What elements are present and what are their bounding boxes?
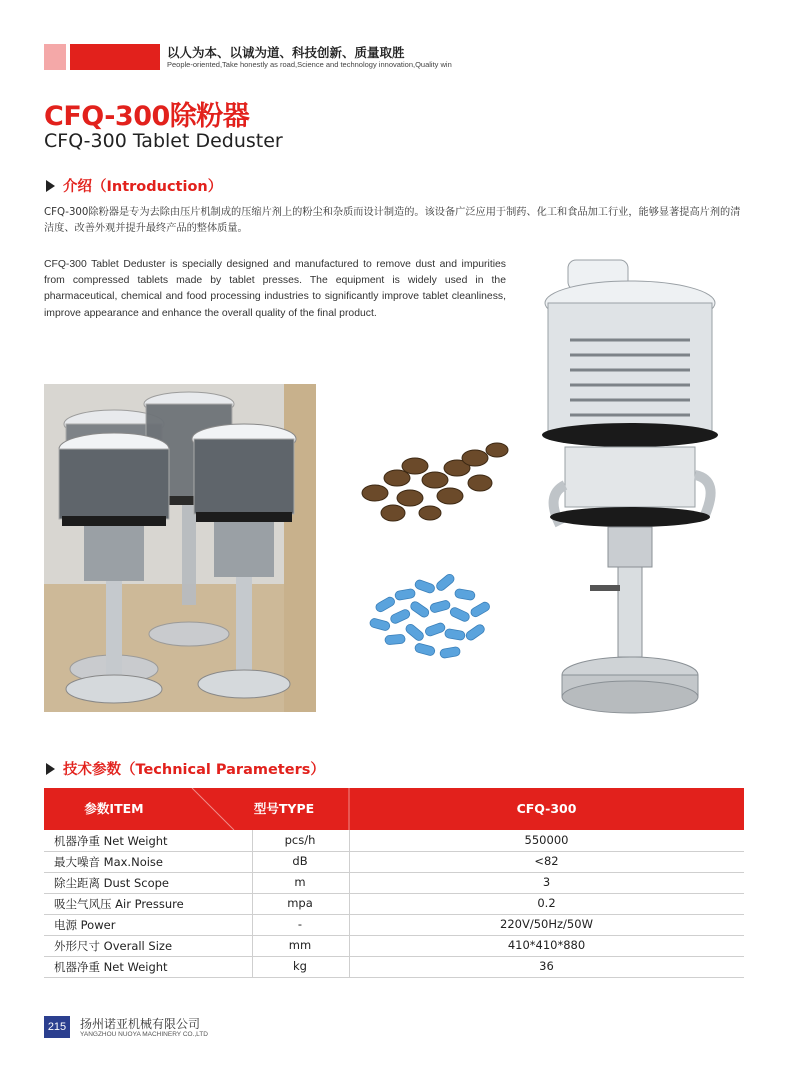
header-accent-light: [44, 44, 66, 70]
row-value: <82: [534, 854, 559, 868]
product-photo-group: [44, 384, 316, 712]
triangle-bullet-icon: [46, 180, 55, 192]
page-number-badge: 215: [44, 1016, 70, 1038]
row-value: 0.2: [537, 896, 556, 910]
table-row: [44, 914, 744, 936]
intro-text-cn: CFQ-300除粉器是专为去除由压片机制成的压缩片剂上的粉尘和杂质而设计制造的。该设备广泛应用于制药、化工和食品加工行业，能够显著提高片剂的清洁度、改善外观并提升最终产品的整体质量。: [44, 207, 741, 234]
row-value: 220V/50Hz/50W: [500, 917, 593, 931]
company-name-cn: 扬州诺亚机械有限公司: [80, 1017, 201, 1031]
table-divider: [252, 830, 253, 977]
row-value: 3: [542, 875, 551, 889]
row-value: 550000: [524, 833, 569, 847]
row-item: 电源 Power: [54, 918, 116, 932]
row-unit: mm: [288, 938, 312, 952]
row-item: 最大噪音 Max.Noise: [54, 855, 163, 869]
row-unit: m: [294, 875, 306, 889]
row-unit: mpa: [287, 896, 313, 910]
table-row: [44, 830, 744, 852]
row-unit: pcs/h: [284, 833, 316, 847]
row-item: 机器净重 Net Weight: [54, 960, 168, 974]
header-accent-bar: [70, 44, 160, 70]
blue-tablets-image: [355, 560, 505, 670]
table-divider: [349, 830, 350, 977]
row-value: 410*410*880: [507, 938, 586, 952]
col-item-header: 参数ITEM: [84, 801, 144, 816]
product-title-en: CFQ-300 Tablet Deduster: [44, 130, 283, 152]
table-row: [44, 851, 744, 873]
col-model-header: CFQ-300: [516, 801, 577, 816]
col-type-header: 型号TYPE: [253, 801, 315, 816]
deduster-machine-image: [530, 255, 730, 735]
row-unit: dB: [292, 854, 308, 868]
intro-text-en: CFQ-300 Tablet Deduster is specially designed and manufactured to remove dust and impurities from compressed tablets made by tablet presses. The equipment is widely used in the pharmaceutical, chemical and food processing industries to significantly improve tablet cleanliness, improve appearance and enhance the overall quality of the final product.: [44, 259, 506, 319]
row-item: 吸尘气风压 Air Pressure: [54, 897, 184, 911]
table-row: [44, 893, 744, 915]
intro-heading-text: 介绍（Introduction）: [63, 179, 223, 195]
params-heading-text: 技术参数（Technical Parameters）: [63, 762, 325, 778]
table-row: [44, 872, 744, 894]
table-row: [44, 935, 744, 957]
brown-tablets-image: [355, 438, 515, 528]
row-item: 机器净重 Net Weight: [54, 834, 168, 848]
row-value: 36: [539, 959, 554, 973]
slogan-cn: 以人为本、以诚为道、科技创新、质量取胜: [167, 45, 405, 60]
slogan-en: People-oriented,Take honestly as road,Science and technology innovation,Quality win: [167, 60, 452, 69]
row-unit: kg: [293, 959, 307, 973]
row-unit: -: [297, 917, 303, 931]
row-item: 外形尺寸 Overall Size: [54, 939, 173, 953]
table-row: [44, 956, 744, 978]
intro-heading: [46, 175, 222, 196]
product-title-cn: CFQ-300除粉器: [44, 101, 250, 132]
company-name-en: YANGZHOU NUOYA MACHINERY CO.,LTD: [80, 1031, 208, 1038]
params-heading: [46, 758, 325, 779]
row-item: 除尘距离 Dust Scope: [54, 876, 169, 890]
triangle-bullet-icon: [46, 763, 55, 775]
